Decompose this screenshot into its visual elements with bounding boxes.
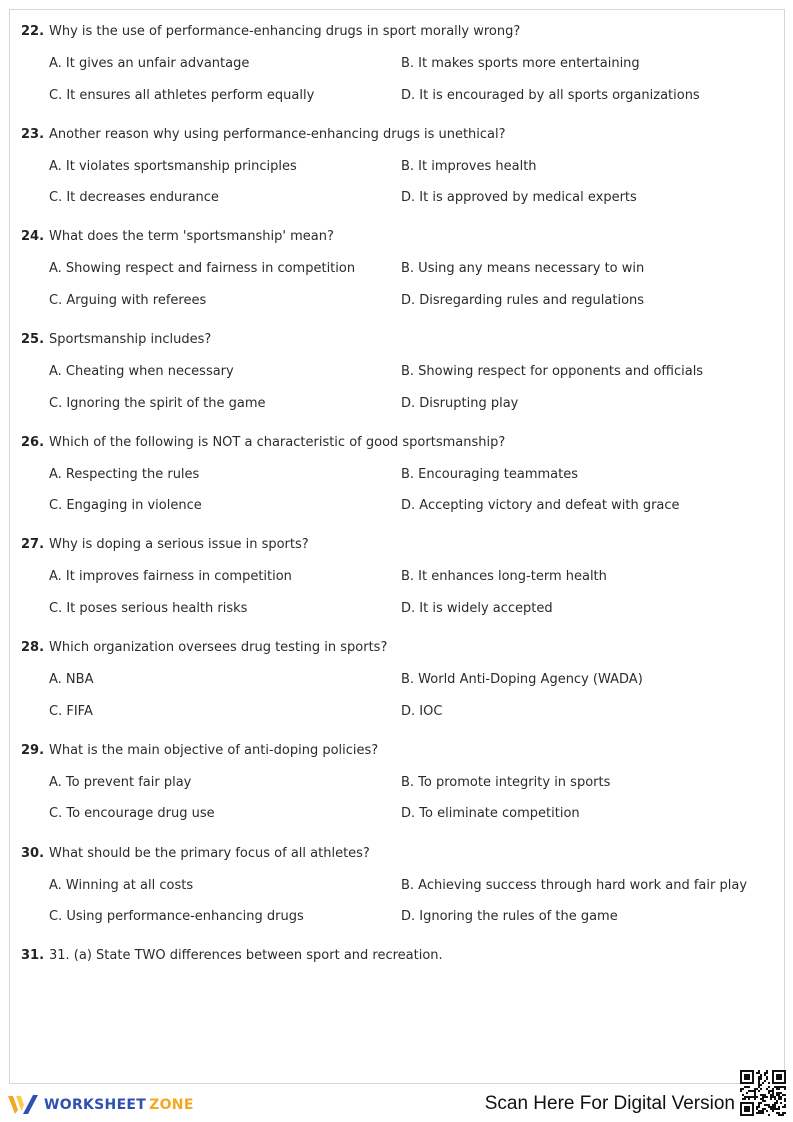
option-d: D. Accepting victory and defeat with grace (401, 498, 680, 514)
question-24 (21, 229, 776, 332)
option-c: C. It ensures all athletes perform equally (49, 87, 315, 103)
option-b: B. Using any means necessary to win (401, 261, 645, 277)
option-a: A. NBA (49, 672, 94, 688)
option-a: A. It gives an unfair advantage (49, 56, 250, 71)
question-text: What is the main objective of anti-doping policies? (49, 742, 379, 758)
question-list (21, 24, 776, 1051)
question-number: 24. (21, 229, 45, 245)
option-a: A. Winning at all costs (49, 877, 194, 893)
question-text: Another reason why using performance-enhancing drugs is unethical? (49, 126, 506, 142)
question-30 (21, 846, 776, 949)
option-c: C. Ignoring the spirit of the game (49, 395, 266, 411)
question-text: Which organization oversees drug testing in sports? (49, 640, 388, 656)
question-31 (21, 948, 776, 1051)
option-a: A. It improves fairness in competition (49, 569, 292, 585)
question-number: 29. (21, 742, 45, 758)
option-b: B. World Anti-Doping Agency (WADA) (401, 672, 643, 688)
question-26 (21, 435, 776, 538)
option-b: B. It enhances long-term health (401, 569, 607, 585)
option-b: B. It makes sports more entertaining (401, 56, 640, 71)
question-number: 28. (21, 640, 45, 656)
question-number: 26. (21, 434, 45, 450)
question-text: Why is the use of performance-enhancing drugs in sport morally wrong? (49, 24, 521, 39)
option-b: B. To promote integrity in sports (401, 774, 611, 790)
option-b: B. Showing respect for opponents and officials (401, 364, 704, 380)
option-b: B. Encouraging teammates (401, 466, 578, 482)
question-number: 25. (21, 332, 45, 348)
option-d: D. To eliminate competition (401, 806, 580, 822)
option-d: D. It is widely accepted (401, 600, 553, 616)
question-text: Why is doping a serious issue in sports? (49, 537, 309, 553)
option-d: D. It is approved by medical experts (401, 190, 637, 206)
question-number: 30. (21, 845, 45, 861)
qr-code-icon[interactable] (740, 1070, 786, 1116)
option-a: A. Showing respect and fairness in competition (49, 261, 356, 277)
option-c: C. It decreases endurance (49, 190, 219, 206)
logo-text-zone: ZONE (149, 1097, 194, 1113)
option-b: B. It improves health (401, 158, 537, 174)
option-c: C. Engaging in violence (49, 498, 202, 514)
option-a: A. Cheating when necessary (49, 364, 234, 380)
option-d: D. It is encouraged by all sports organizations (401, 87, 700, 103)
worksheet-zone-logo[interactable] (7, 1092, 194, 1118)
option-d: D. Disrupting play (401, 395, 519, 411)
question-25 (21, 332, 776, 435)
option-d: D. Ignoring the rules of the game (401, 909, 618, 924)
option-b: B. Achieving success through hard work and fair play (401, 877, 748, 893)
question-number: 23. (21, 126, 45, 142)
option-d: D. IOC (401, 703, 443, 719)
question-number: 31. (21, 948, 45, 964)
question-text: Sportsmanship includes? (49, 332, 212, 348)
option-c: C. It poses serious health risks (49, 600, 248, 616)
question-23 (21, 127, 776, 230)
option-a: A. To prevent fair play (49, 774, 192, 790)
question-text: What should be the primary focus of all athletes? (49, 845, 370, 861)
option-a: A. It violates sportsmanship principles (49, 158, 297, 174)
question-text: What does the term 'sportsmanship' mean? (49, 229, 334, 245)
logo-text-worksheet: WORKSHEET (44, 1097, 147, 1113)
question-number: 22. (21, 24, 45, 39)
question-29 (21, 743, 776, 846)
option-d: D. Disregarding rules and regulations (401, 292, 645, 308)
option-c: C. Using performance-enhancing drugs (49, 909, 304, 924)
question-text: 31. (a) State TWO differences between sport and recreation. (49, 948, 443, 964)
option-c: C. Arguing with referees (49, 292, 207, 308)
option-a: A. Respecting the rules (49, 466, 200, 482)
question-27 (21, 537, 776, 640)
question-28 (21, 640, 776, 743)
worksheet-page (9, 9, 785, 1084)
question-text: Which of the following is NOT a characteristic of good sportsmanship? (49, 434, 506, 450)
option-c: C. FIFA (49, 703, 93, 719)
scan-instruction: Scan Here For Digital Version (484, 1093, 735, 1114)
question-number: 27. (21, 537, 45, 553)
question-22 (21, 24, 776, 127)
option-c: C. To encourage drug use (49, 806, 215, 822)
logo-mark-icon (7, 1093, 39, 1117)
page-footer (0, 1086, 793, 1122)
